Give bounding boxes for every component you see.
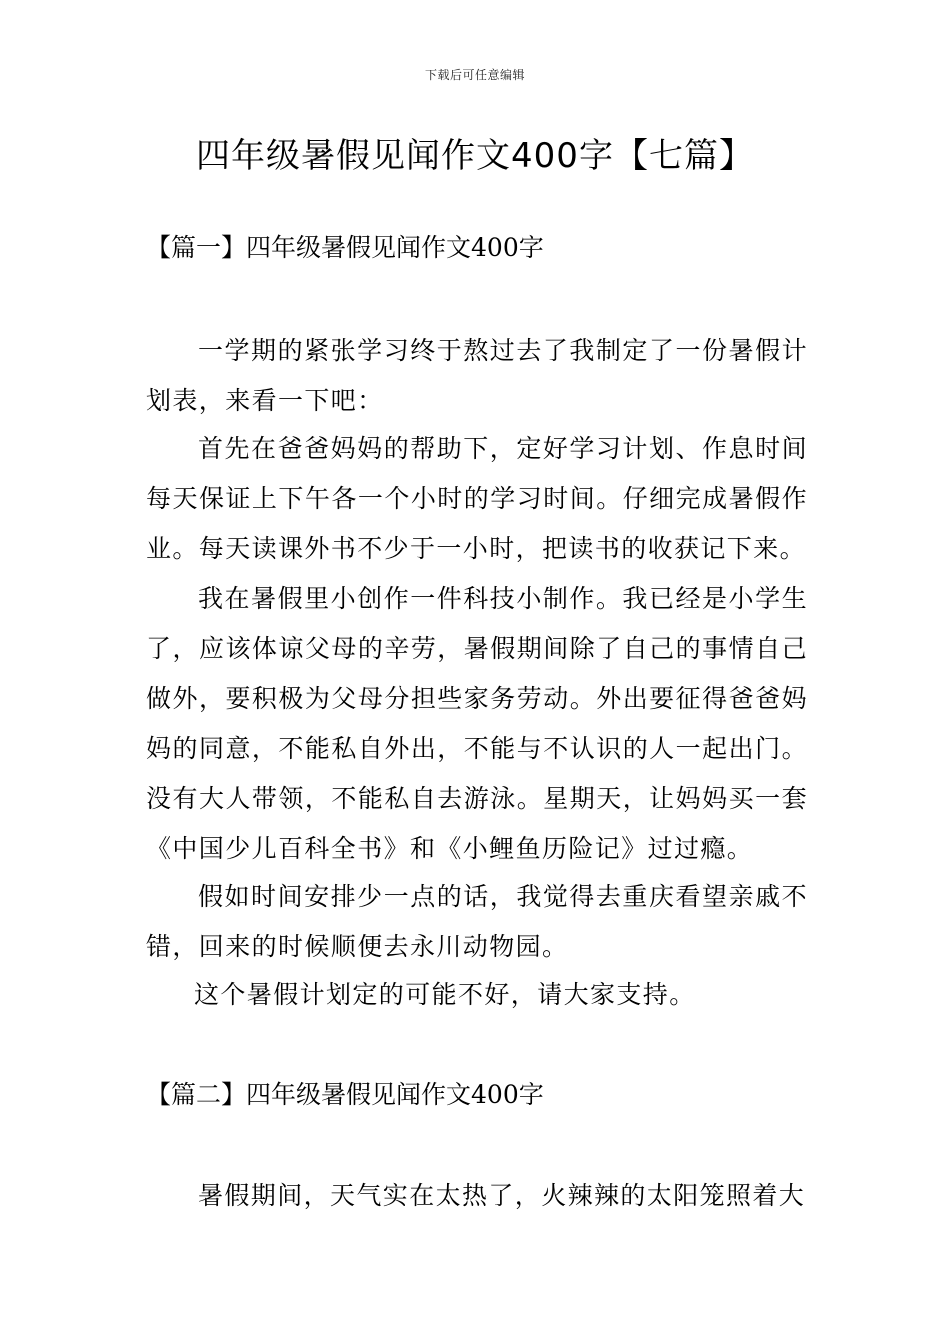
document-title: 四年级暑假见闻作文400字【七篇】 [196, 136, 754, 176]
paragraph: 这个暑假计划定的可能不好，请大家支持。 [194, 980, 696, 1009]
paragraph: 首先在爸爸妈妈的帮助下，定好学习计划、作息时间每天保证上下午各一个小时的学习时间。仔细完成暑假作业。每天读课外书不少于一小时，把读书的收获记下来。 [146, 434, 808, 563]
paragraph: 我在暑假里小创作一件科技小制作。我已经是小学生了，应该体谅父母的辛劳，暑假期间除了自己的事情自己做外，要积极为父母分担些家务劳动。外出要征得爸爸妈妈的同意，不能私自外出，不能与不认识的人一起出门。没有大人带领，不能私自去游泳。星期天，让妈妈买一套《中国少儿百科全书》和《小鲤鱼历险记》过过瘾。 [146, 584, 808, 863]
paragraph: 假如时间安排少一点的话，我觉得去重庆看望亲戚不错，回来的时候顺便去永川动物园。 [146, 882, 808, 961]
paragraph: 暑假期间，天气实在太热了，火辣辣的太阳笼照着大 [198, 1181, 806, 1210]
header-note: 下载后可任意编辑 [424, 68, 525, 82]
paragraph: 一学期的紧张学习终于熬过去了我制定了一份暑假计划表，来看一下吧： [146, 336, 808, 415]
section-heading: 【篇一】四年级暑假见闻作文400字 [146, 233, 544, 262]
section-heading: 【篇二】四年级暑假见闻作文400字 [146, 1080, 544, 1109]
